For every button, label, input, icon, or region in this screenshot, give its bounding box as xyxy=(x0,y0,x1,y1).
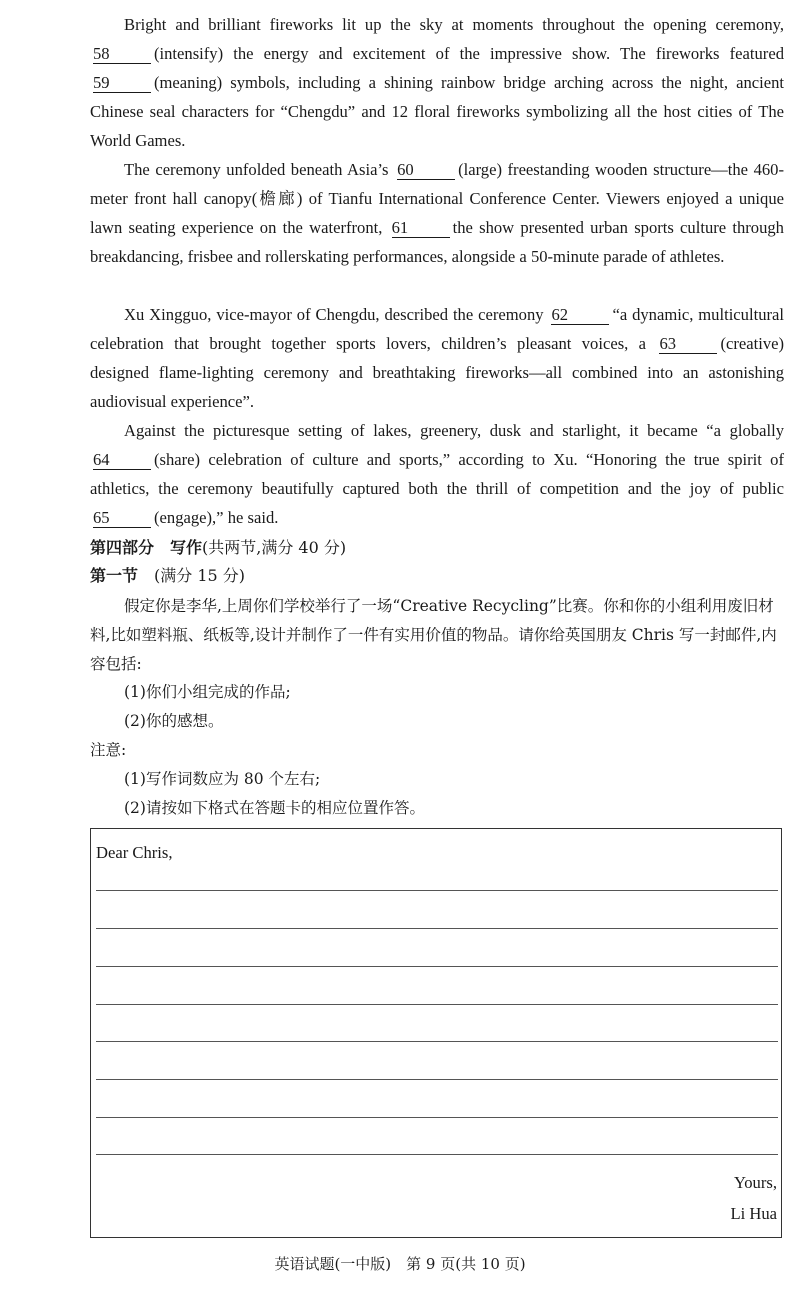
passage-text: (meaning) symbols, including a shining rainbow bridge arching across the night, ancient Chinese seal characters for “Chengdu” and 12 floral fireworks symbolizing all the host cities of The World Games. xyxy=(90,73,784,150)
passage-text: (creative) designed flame-lighting ceremony and breathtaking fireworks—all combined into an astonishing audiovisual experience”. xyxy=(90,334,785,411)
writing-prompt xyxy=(90,592,784,679)
part-title: 第四部分 写作 xyxy=(90,538,203,557)
signature: Li Hua xyxy=(730,1204,777,1223)
salutation: Dear Chris, xyxy=(96,843,173,862)
section-note: (满分 15 分) xyxy=(154,566,246,585)
note-2: (2)请按如下格式在答题卡的相应位置作答。 xyxy=(124,799,425,817)
blank-63[interactable]: 63 xyxy=(659,335,717,354)
section-title: 第一节 xyxy=(90,566,139,585)
passage-text: Xu Xingguo, vice-mayor of Chengdu, described the ceremony xyxy=(124,305,544,324)
prompt-point-2: (2)你的感想。 xyxy=(124,712,224,730)
passage-text: Bright and brilliant fireworks lit up the sky at moments throughout the opening ceremony, xyxy=(124,15,784,34)
prompt-point-1: (1)你们小组完成的作品; xyxy=(124,683,291,701)
blank-62[interactable]: 62 xyxy=(551,306,609,325)
section-one-heading xyxy=(90,564,245,588)
writing-line[interactable] xyxy=(96,1117,778,1118)
notes-title: 注意: xyxy=(90,741,127,759)
passage-text: The ceremony unfolded beneath Asia’s xyxy=(124,160,389,179)
blank-59[interactable]: 59 xyxy=(93,74,151,93)
part-note: (共两节,满分 40 分) xyxy=(202,538,347,557)
passage-paragraph-3 xyxy=(90,300,784,416)
blank-58[interactable]: 58 xyxy=(93,45,151,64)
passage-text: (engage),” he said. xyxy=(154,508,279,527)
answer-box[interactable] xyxy=(90,828,782,1238)
writing-line[interactable] xyxy=(96,1079,778,1080)
passage-paragraph-2 xyxy=(90,155,784,271)
writing-line[interactable] xyxy=(96,1154,778,1155)
passage-text: (intensify) the energy and excitement of the impressive show. The fireworks featured xyxy=(154,44,784,63)
passage-paragraph-1 xyxy=(90,10,784,155)
blank-64[interactable]: 64 xyxy=(93,451,151,470)
passage-text: Against the picturesque setting of lakes, greenery, dusk and starlight, it became “a globally xyxy=(124,421,784,440)
passage-text: (large) freestanding wooden structure—the 460-meter front hall canopy(檐廊) of Tianfu International Conference Center. Viewers enjoyed a unique lawn seating experience on the waterfront, xyxy=(90,160,784,237)
note-1: (1)写作词数应为 80 个左右; xyxy=(124,770,321,788)
writing-line[interactable] xyxy=(96,890,778,891)
passage-text: the show presented urban sports culture through breakdancing, frisbee and rollerskating performances, alongside a 50-minute parade of athletes. xyxy=(90,218,784,266)
writing-line[interactable] xyxy=(96,1041,778,1042)
writing-line[interactable] xyxy=(96,1004,778,1005)
blank-65[interactable]: 65 xyxy=(93,509,151,528)
writing-line[interactable] xyxy=(96,966,778,967)
prompt-text: 假定你是李华,上周你们学校举行了一场“Creative Recycling”比赛。你和你的小组利用废旧材料,比如塑料瓶、纸板等,设计并制作了一件有实用价值的物品。请你给英国朋友 Chris 写一封邮件,内容包括: xyxy=(90,597,777,673)
blank-61[interactable]: 61 xyxy=(392,219,450,238)
passage-text: “a dynamic, multicultural celebration that brought together sports lovers, children’s pleasant voices, a xyxy=(90,305,784,353)
blank-60[interactable]: 60 xyxy=(397,161,455,180)
writing-line[interactable] xyxy=(96,928,778,929)
page-footer: 英语试题(一中版) 第 9 页(共 10 页) xyxy=(274,1255,526,1273)
passage-text: (share) celebration of culture and sports,” according to Xu. “Honoring the true spirit of athletics, the ceremony beautifully captured both the thrill of competition and the joy of public xyxy=(90,450,784,498)
part-four-heading xyxy=(90,536,346,560)
closing: Yours, xyxy=(733,1173,777,1192)
passage-paragraph-4 xyxy=(90,416,784,532)
